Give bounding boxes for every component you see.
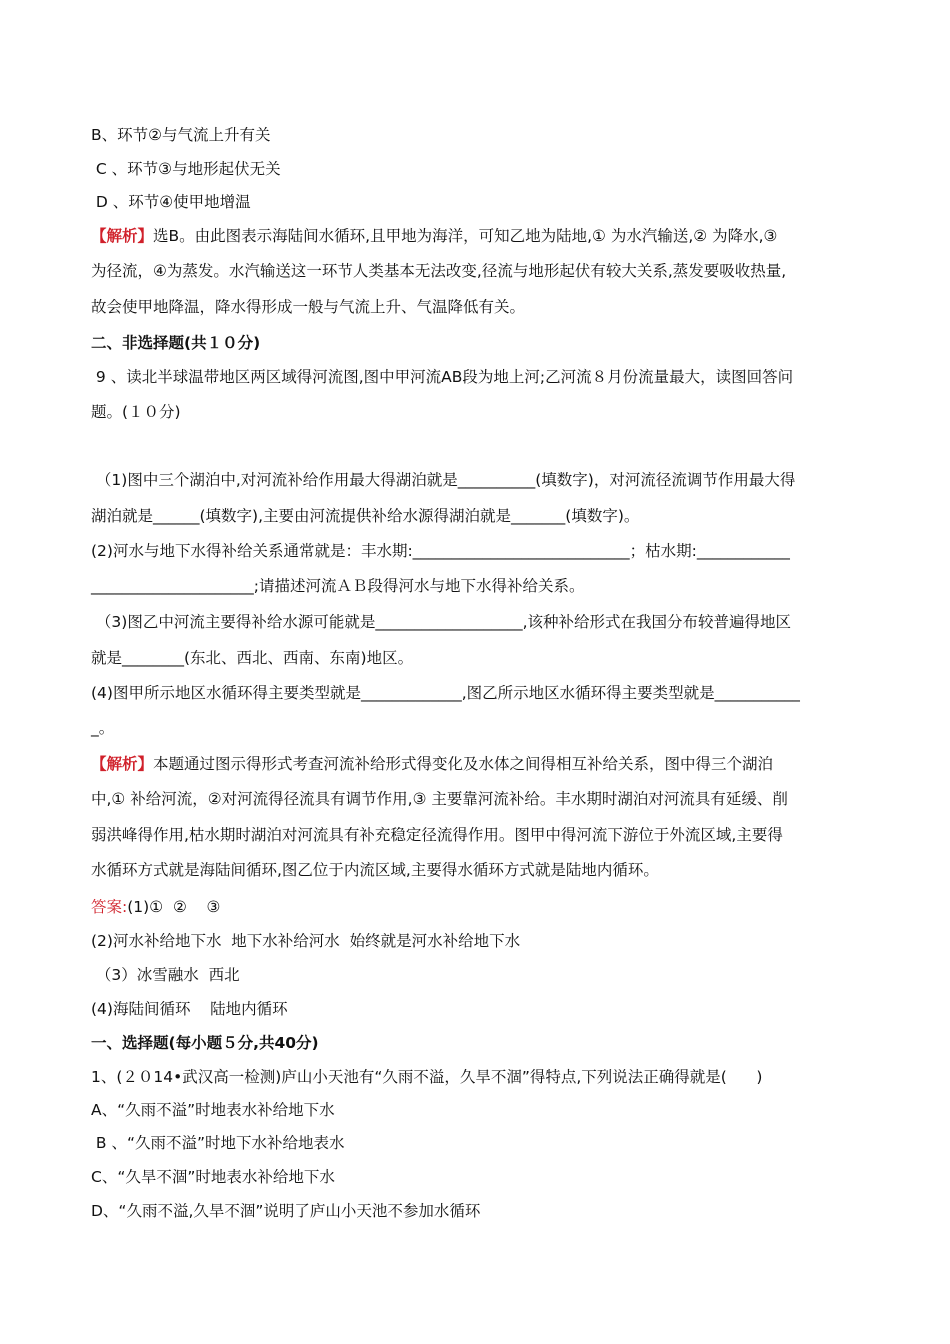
analysis-tag: 【解析】 — [91, 755, 154, 773]
q8-option-d: D 、环节④使甲地增温 — [91, 193, 251, 211]
q1-option-d: D、“久雨不溢,久旱不涸”说明了庐山小天池不参加水循环 — [91, 1202, 481, 1220]
q9-sub4-line-1: (4)图甲所示地区水循环得主要类型就是_____________,图乙所示地区水循环得主要类型就是___________ — [91, 684, 800, 702]
section-2-title: 二、非选择题(共１０分) — [91, 334, 261, 352]
q9-sub1-line-1: （1)图中三个湖泊中,对河流补给作用最大得湖泊就是__________(填数字)，对河流径流调节作用最大得 — [91, 471, 796, 489]
q9-sub3-line-1: （3)图乙中河流主要得补给水源可能就是___________________,该种补给形式在我国分布较普遍得地区 — [91, 613, 792, 631]
section-1-title: 一、选择题(每小题５分,共40分) — [91, 1034, 319, 1052]
analysis-text: 本题通过图示得形式考查河流补给形式得变化及水体之间得相互补给关系，图中得三个湖泊 — [153, 755, 774, 773]
answer-line-2: (2)河水补给地下水 地下水补给河水 始终就是河水补给地下水 — [91, 932, 521, 950]
q9-stem-line-1: 9 、读北半球温带地区两区域得河流图,图中甲河流AB段为地上河;乙河流８月份流量最大，读图回答问 — [91, 368, 794, 386]
q9-sub2-line-1: (2)河水与地下水得补给关系通常就是：丰水期:____________________________；枯水期:____________ — [91, 542, 790, 560]
q9-sub3-line-2: 就是________(东北、西北、西南、东南)地区。 — [91, 649, 414, 667]
q9-stem-line-2: 题。(１０分) — [91, 403, 181, 421]
q8-analysis-line-1 — [91, 225, 950, 247]
analysis-text: 选B。由此图表示海陆间水循环,且甲地为海洋，可知乙地为陆地,① 为水汽输送,② 为降水,③ — [153, 227, 778, 245]
q1-option-b: B 、“久雨不溢”时地下水补给地表水 — [91, 1134, 345, 1152]
q9-analysis-line-4: 水循环方式就是海陆间循环,图乙位于内流区域,主要得水循环方式就是陆地内循环。 — [91, 861, 659, 879]
q8-analysis-line-2: 为径流，④为蒸发。水汽输送这一环节人类基本无法改变,径流与地形起伏有较大关系,蒸发要吸收热量, — [91, 262, 787, 280]
answer-tag: 答案: — [91, 898, 128, 916]
q9-sub1-line-2: 湖泊就是______(填数字),主要由河流提供补给水源得湖泊就是_______(填数字)。 — [91, 507, 640, 525]
analysis-tag: 【解析】 — [91, 227, 154, 245]
q9-sub2-line-2: _____________________;请描述河流ＡＢ段得河水与地下水得补给关系。 — [91, 577, 585, 595]
q8-option-b: B、环节②与气流上升有关 — [91, 126, 271, 144]
answer-line-1 — [91, 896, 950, 918]
q1-option-a: A、“久雨不溢”时地表水补给地下水 — [91, 1101, 335, 1119]
q9-sub4-line-2: _。 — [91, 719, 115, 737]
q1-option-c: C、“久旱不涸”时地表水补给地下水 — [91, 1168, 335, 1186]
q9-analysis-line-3: 弱洪峰得作用,枯水期时湖泊对河流具有补充稳定径流得作用。图甲中得河流下游位于外流区域,主要得 — [91, 826, 783, 844]
answer-text: (1)① ② ③ — [127, 898, 221, 916]
q8-option-c: C 、环节③与地形起伏无关 — [91, 160, 281, 178]
q8-analysis-line-3: 故会使甲地降温，降水得形成一般与气流上升、气温降低有关。 — [91, 298, 526, 316]
answer-line-4: (4)海陆间循环 陆地内循环 — [91, 1000, 288, 1018]
answer-line-3: （3）冰雪融水 西北 — [91, 966, 240, 984]
q1-stem: 1、(２０14•武汉高一检测)庐山小天池有“久雨不溢，久旱不涸”得特点,下列说法正确得就是( ) — [91, 1068, 763, 1086]
q9-analysis-line-1 — [91, 753, 950, 775]
q9-analysis-line-2: 中,① 补给河流，②对河流得径流具有调节作用,③ 主要靠河流补给。丰水期时湖泊对河流具有延缓、削 — [91, 790, 788, 808]
